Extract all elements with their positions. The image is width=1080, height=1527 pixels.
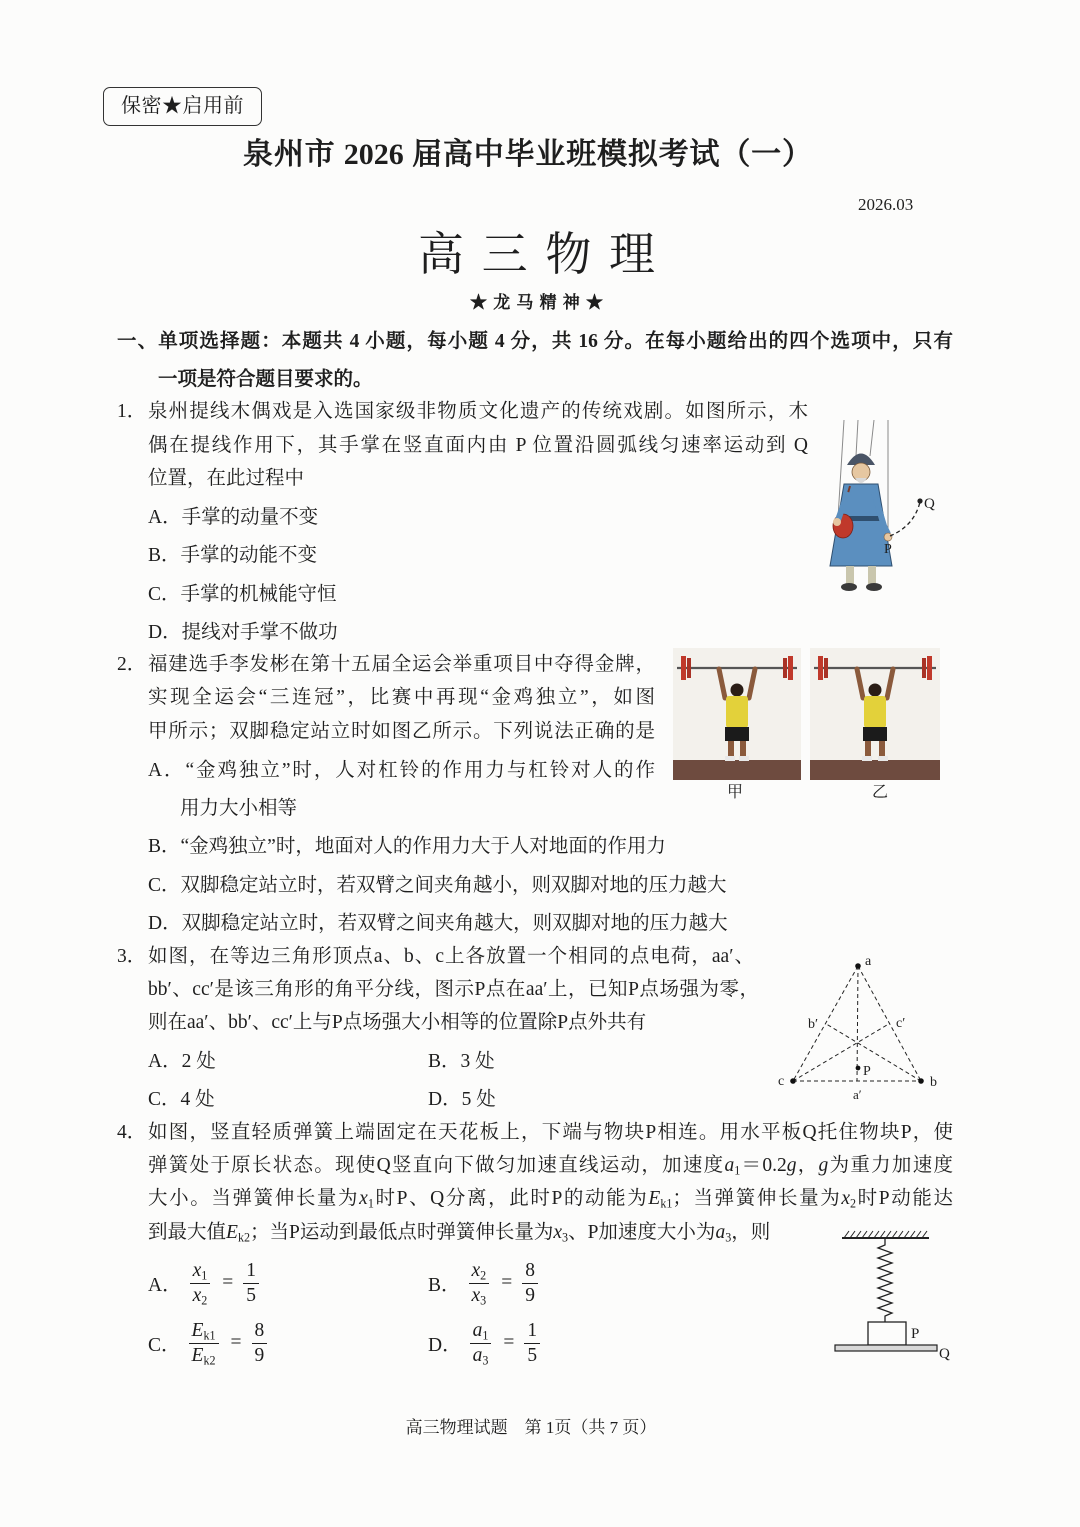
lifter-shorts xyxy=(863,727,887,741)
var: a xyxy=(472,1319,483,1341)
lifter-left-leg xyxy=(865,741,871,757)
subscript: 3 xyxy=(480,1293,487,1308)
puppet-beard xyxy=(855,478,867,483)
var-a: a xyxy=(724,1155,735,1176)
q1-puppet-figure xyxy=(818,420,953,595)
point-q-dot xyxy=(917,498,922,503)
palm-arc-path xyxy=(890,502,920,536)
lifter-singlet xyxy=(726,696,748,728)
q4-stem-line4 xyxy=(148,1220,770,1246)
text-run: ＝0.2 xyxy=(740,1155,787,1176)
puppet-string xyxy=(856,420,858,456)
var-x: x xyxy=(553,1222,563,1243)
lifter-left-leg xyxy=(728,741,734,757)
q1-stem-line1: 泉州提线木偶戏是入选国家级非物质文化遗产的传统戏剧。如图所示，木 xyxy=(148,401,808,422)
denominator xyxy=(190,1284,211,1307)
lifter-shorts xyxy=(725,727,749,741)
subscript: 1 xyxy=(734,1163,741,1178)
subscript: 2 xyxy=(850,1196,857,1211)
equals-sign: = xyxy=(222,1272,234,1293)
q1-option-c: C．手掌的机械能守恒 xyxy=(148,584,337,605)
label-q: Q xyxy=(924,496,935,512)
q1-option-d: D．提线对手掌不做功 xyxy=(148,622,338,643)
var-g: g xyxy=(818,1155,829,1176)
q2-number: 2． xyxy=(117,654,147,675)
block-p xyxy=(868,1322,906,1345)
fraction-lhs xyxy=(189,1320,219,1367)
q3-option-c: C．4 处 xyxy=(148,1089,215,1110)
barbell-plate xyxy=(788,656,793,680)
q4-spring-figure xyxy=(830,1226,955,1362)
plate-q xyxy=(835,1345,937,1351)
label-p: P xyxy=(884,542,892,557)
q2-stem-line1: 福建选手李发彬在第十五届全运会举重项目中夺得金牌， xyxy=(148,654,655,675)
denominator: 9 xyxy=(525,1284,535,1306)
barbell-plate xyxy=(783,658,787,678)
text-run: 、P加速度大小为 xyxy=(568,1222,716,1243)
var: x xyxy=(471,1259,481,1281)
puppet-string xyxy=(870,420,874,456)
denominator xyxy=(469,1284,490,1307)
text-run: 弹簧处于原长状态。现使Q竖直向下做匀加速直线运动，加速度 xyxy=(148,1155,725,1176)
q3-stem-line2: bb′、cc′是该三角形的角平分线，图示P点在aa′上，已知P点场强为零， xyxy=(148,979,759,1000)
subscript: 3 xyxy=(482,1353,489,1368)
page-footer: 高三物理试题 第 1页（共 7 页） xyxy=(405,1418,657,1437)
section-heading-line2: 一项是符合题目要求的。 xyxy=(158,369,373,390)
point-p xyxy=(856,1066,861,1071)
numerator: 1 xyxy=(524,1320,540,1344)
subject-heading: 高 三 物 理 xyxy=(418,229,655,280)
label-c: c xyxy=(778,1074,785,1089)
lifter-shoe xyxy=(862,756,872,761)
q3-stem-line3: 则在aa′、bb′、cc′上与P点场强大小相等的位置除P点外共有 xyxy=(148,1012,647,1033)
q1-option-a: A．手掌的动量不变 xyxy=(148,507,319,528)
subscript: 3 xyxy=(725,1230,732,1245)
lifter-shoe xyxy=(725,756,735,761)
label-c-prime: c′ xyxy=(896,1016,906,1031)
var: E xyxy=(191,1344,204,1366)
barbell-plate xyxy=(824,658,828,678)
option-label: C． xyxy=(148,1335,181,1356)
var: x xyxy=(471,1284,481,1306)
charge-c xyxy=(790,1078,796,1084)
q2-caption-right: 乙 xyxy=(872,784,889,801)
label-q: Q xyxy=(939,1346,950,1362)
q2-option-d: D．双脚稳定站立时，若双臂之间夹角越大，则双脚对地的压力越大 xyxy=(148,913,728,934)
subscript: 2 xyxy=(201,1293,208,1308)
q4-number: 4． xyxy=(117,1122,147,1143)
bisector-aa-prime xyxy=(857,966,858,1081)
subscript: k1 xyxy=(660,1196,673,1211)
lifter-shoe xyxy=(878,756,888,761)
motto: ★龙马精神★ xyxy=(470,293,603,312)
var: a xyxy=(472,1344,483,1366)
q3-option-a: A．2 处 xyxy=(148,1051,216,1072)
text-run: 时P动能达 xyxy=(856,1188,953,1209)
spring xyxy=(878,1238,892,1322)
confidential-stamp: 保密★启用前 xyxy=(103,87,262,126)
label-p: P xyxy=(863,1064,871,1079)
fraction-rhs xyxy=(524,1320,540,1367)
lifter-right-leg xyxy=(740,741,746,757)
floor xyxy=(673,760,801,780)
exam-date: 2026.03 xyxy=(858,195,914,214)
barbell-plate xyxy=(687,658,691,678)
text-run: 为重力加速度 xyxy=(828,1155,953,1176)
text-run: ，则 xyxy=(731,1222,771,1243)
fraction-rhs xyxy=(252,1320,268,1367)
floor xyxy=(810,760,940,780)
denominator xyxy=(189,1344,219,1367)
subscript: k2 xyxy=(237,1230,251,1245)
fraction-lhs xyxy=(190,1260,211,1307)
text-run: ；当弹簧伸长量为 xyxy=(672,1188,842,1209)
equals-sign: = xyxy=(503,1332,515,1353)
numerator: 1 xyxy=(243,1260,259,1284)
barbell-plate xyxy=(681,656,686,680)
q2-photo-right xyxy=(810,648,940,780)
q4-stem-line2 xyxy=(148,1153,953,1179)
text-run: 到最大值 xyxy=(148,1222,227,1243)
subscript: k2 xyxy=(203,1353,216,1368)
q4-stem-line3 xyxy=(148,1186,953,1212)
q2-option-a-line2: 用力大小相等 xyxy=(180,798,298,819)
q3-triangle-figure xyxy=(770,950,950,1105)
var-x: x xyxy=(841,1188,850,1209)
subscript: 2 xyxy=(480,1268,487,1283)
subscript: 1 xyxy=(201,1268,208,1283)
numerator: 8 xyxy=(522,1260,538,1284)
barbell-plate xyxy=(922,658,926,678)
numerator: 8 xyxy=(252,1320,268,1344)
q3-stem-line1: 如图，在等边三角形顶点a、b、c上各放置一个相同的点电荷，aa′、 xyxy=(148,946,754,967)
text-run: ， xyxy=(796,1155,819,1176)
fraction-lhs xyxy=(470,1320,492,1367)
var-e: E xyxy=(648,1188,661,1209)
q4-option-d xyxy=(428,1315,550,1371)
puppet-right-leg xyxy=(868,566,876,584)
option-label: D． xyxy=(428,1335,462,1356)
label-p: P xyxy=(911,1326,920,1342)
q1-stem-line2: 偶在提线作用下，其手掌在竖直面内由 P 位置沿圆弧线匀速率运动到 Q xyxy=(148,435,808,456)
lifter-head xyxy=(869,684,882,697)
label-b-prime: b′ xyxy=(808,1017,819,1032)
fraction-rhs xyxy=(522,1260,538,1307)
equals-sign: = xyxy=(501,1272,513,1293)
puppet-palm xyxy=(884,533,892,541)
lifter-head xyxy=(731,684,744,697)
section-heading-line1: 一、单项选择题：本题共 4 小题，每小题 4 分，共 16 分。在每小题给出的四个选项中，只有 xyxy=(117,331,953,352)
text-run: 大小。当弹簧伸长量为 xyxy=(148,1188,360,1209)
var: x xyxy=(192,1259,202,1281)
denominator xyxy=(470,1344,492,1367)
denominator: 9 xyxy=(254,1344,265,1366)
lifter-singlet xyxy=(864,696,886,728)
q4-option-a xyxy=(148,1255,269,1311)
barbell-plate xyxy=(818,656,823,680)
q1-option-b: B．手掌的动能不变 xyxy=(148,545,318,566)
var: E xyxy=(191,1319,204,1341)
var-x: x xyxy=(359,1188,368,1209)
barbell-plate xyxy=(927,656,932,680)
puppet-right-shoe xyxy=(866,583,882,591)
var-a: a xyxy=(715,1222,726,1243)
var: x xyxy=(192,1284,202,1306)
numerator xyxy=(470,1320,492,1344)
subscript: 1 xyxy=(482,1328,489,1343)
bisector-cc-prime xyxy=(793,1024,890,1082)
subscript: 1 xyxy=(367,1196,374,1211)
q4-option-b xyxy=(428,1255,548,1311)
fraction-lhs xyxy=(469,1260,490,1307)
label-a-prime: a′ xyxy=(853,1087,862,1102)
exam-title: 泉州市 2026 届高中毕业班模拟考试（一） xyxy=(243,138,812,171)
lifter-shoe xyxy=(739,756,749,761)
denominator: 5 xyxy=(527,1344,538,1366)
q1-stem-line3: 位置，在此过程中 xyxy=(148,468,305,489)
q4-stem-line1: 如图，竖直轻质弹簧上端固定在天花板上，下端与物块P相连。用水平板Q托住物块P，使 xyxy=(148,1122,953,1143)
subscript: 3 xyxy=(562,1230,569,1245)
q1-number: 1． xyxy=(117,401,147,422)
text-run: ；当P运动到最低点时弹簧伸长量为 xyxy=(250,1222,554,1243)
numerator xyxy=(469,1260,490,1284)
charge-a xyxy=(855,963,861,969)
puppet-left-shoe xyxy=(841,583,857,591)
denominator: 5 xyxy=(246,1284,257,1306)
subscript: k1 xyxy=(203,1328,216,1343)
q2-option-a-line1: A．“金鸡独立”时，人对杠铃的作用力与杠铃对人的作 xyxy=(148,760,655,781)
q2-stem-line2: 实现全运会“三连冠”，比赛中再现“金鸡独立”，如图 xyxy=(148,687,655,708)
q3-option-d: D．5 处 xyxy=(428,1089,496,1110)
var-e: E xyxy=(226,1222,238,1243)
numerator xyxy=(189,1320,219,1344)
q2-option-b: B．“金鸡独立”时，地面对人的作用力大于人对地面的作用力 xyxy=(148,836,666,857)
numerator xyxy=(190,1260,211,1284)
q4-option-c xyxy=(148,1315,277,1371)
q2-option-c: C．双脚稳定站立时，若双臂之间夹角越小，则双脚对地的压力越大 xyxy=(148,875,727,896)
text-run: 时P、Q分离，此时P的动能为 xyxy=(373,1188,649,1209)
label-a: a xyxy=(865,954,872,969)
puppet-left-leg xyxy=(846,566,854,584)
q3-number: 3． xyxy=(117,946,147,967)
var-g: g xyxy=(786,1155,797,1176)
q2-stem-line3: 甲所示；双脚稳定站立时如图乙所示。下列说法正确的是 xyxy=(148,721,655,742)
q2-caption-left: 甲 xyxy=(727,784,744,801)
option-label: A． xyxy=(148,1275,182,1296)
lifter-right-leg xyxy=(879,741,885,757)
equals-sign: = xyxy=(230,1332,242,1353)
q2-photo-left xyxy=(673,648,801,780)
charge-b xyxy=(918,1078,924,1084)
option-label: B． xyxy=(428,1275,461,1296)
puppet-left-hand xyxy=(833,518,841,526)
label-b: b xyxy=(930,1075,937,1090)
q3-option-b: B．3 处 xyxy=(428,1051,495,1072)
fraction-rhs xyxy=(243,1260,259,1307)
ceiling-hatch xyxy=(844,1231,927,1238)
bisector-bb-prime xyxy=(826,1024,922,1082)
